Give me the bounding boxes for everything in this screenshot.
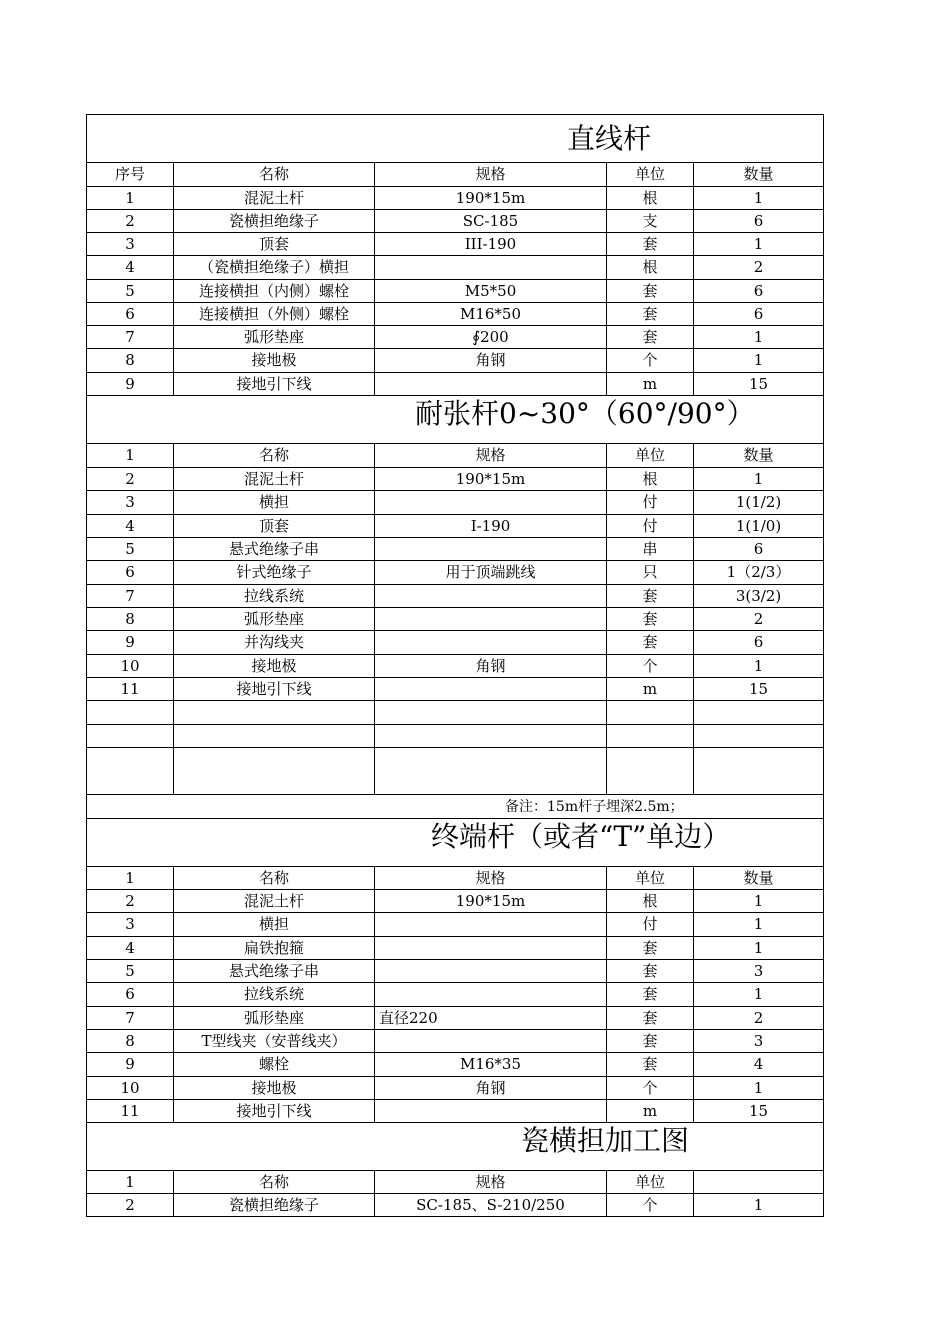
cell: 5 [87,280,174,303]
section-title-row [87,396,824,444]
cell [375,1100,607,1123]
cell: T型线夹（安普线夹） [174,1030,375,1053]
section-title-row [87,819,824,867]
cell: 角钢 [375,1077,607,1100]
header-cell: 1 [87,1171,174,1194]
cell: 15 [694,1100,824,1123]
cell: 4 [694,1053,824,1077]
cell: 悬式绝缘子串 [174,538,375,561]
cell: 11 [87,678,174,701]
cell: 套 [607,326,694,349]
cell: 角钢 [375,349,607,373]
table-row [87,515,824,538]
cell: 6 [87,303,174,326]
note-row [87,795,824,819]
cell: I-190 [375,515,607,538]
cell: 6 [694,631,824,655]
table-row [87,1053,824,1077]
cell: 6 [694,303,824,326]
cell: 10 [87,655,174,678]
header-row [87,163,824,187]
cell: 连接横担（外侧）螺栓 [174,303,375,326]
table-row [87,1077,824,1100]
cell: 1 [694,1194,824,1217]
cell: 4 [87,515,174,538]
section-title: 瓷横担加工图 [87,1123,824,1171]
cell: M16*35 [375,1053,607,1077]
cell: 2 [87,1194,174,1217]
cell: 套 [607,280,694,303]
cell [375,960,607,983]
cell: 1 [694,890,824,913]
cell: 接地引下线 [174,678,375,701]
cell: 并沟线夹 [174,631,375,655]
cell: M5*50 [375,280,607,303]
header-cell: 1 [87,867,174,890]
cell: 1 [694,468,824,491]
cell: 5 [87,960,174,983]
cell [375,585,607,608]
header-cell: 名称 [174,163,375,187]
cell: 2 [694,1007,824,1030]
empty-row [87,748,824,795]
table-row [87,256,824,280]
cell: 7 [87,585,174,608]
cell: 接地极 [174,655,375,678]
header-cell: 规格 [375,163,607,187]
cell: 弧形垫座 [174,326,375,349]
cell: 混泥土杆 [174,468,375,491]
cell: 根 [607,468,694,491]
cell: 瓷横担绝缘子 [174,1194,375,1217]
cell: 1 [87,187,174,210]
cell: 10 [87,1077,174,1100]
cell: 弧形垫座 [174,1007,375,1030]
cell: 混泥土杆 [174,187,375,210]
cell: 190*15m [375,468,607,491]
header-row [87,867,824,890]
cell: 3 [87,233,174,256]
table-row [87,983,824,1007]
cell: 只 [607,561,694,585]
cell: 1 [694,233,824,256]
cell: 横担 [174,913,375,937]
header-cell: 数量 [694,867,824,890]
table-row [87,890,824,913]
table-row [87,1007,824,1030]
note-text: 备注：15m杆子埋深2.5m； [87,795,824,819]
cell: 针式绝缘子 [174,561,375,585]
cell: 3 [87,913,174,937]
cell: 个 [607,1194,694,1217]
cell: 套 [607,608,694,631]
header-cell: 名称 [174,1171,375,1194]
cell: 3 [87,491,174,515]
cell [375,538,607,561]
cell: 套 [607,960,694,983]
table-row [87,491,824,515]
cell: 8 [87,608,174,631]
cell [375,678,607,701]
cell: 15 [694,373,824,396]
table-row [87,538,824,561]
cell: 个 [607,349,694,373]
cell: 1 [694,349,824,373]
cell [375,256,607,280]
table-row [87,326,824,349]
cell: 3 [694,1030,824,1053]
cell: 1 [694,187,824,210]
header-cell: 1 [87,444,174,468]
header-cell: 名称 [174,867,375,890]
header-cell: 数量 [694,444,824,468]
table-row [87,187,824,210]
cell: SC-185 [375,210,607,233]
section-title: 直线杆 [87,115,824,163]
header-cell: 单位 [607,867,694,890]
header-row [87,1171,824,1194]
cell: 2 [87,468,174,491]
cell: 8 [87,349,174,373]
cell: 套 [607,233,694,256]
cell: M16*50 [375,303,607,326]
cell [375,491,607,515]
cell: 套 [607,1030,694,1053]
cell: 8 [87,1030,174,1053]
cell: 付 [607,515,694,538]
cell: 1 [694,326,824,349]
cell: 11 [87,1100,174,1123]
cell: 根 [607,187,694,210]
cell: 套 [607,585,694,608]
cell: 串 [607,538,694,561]
section-title: 终端杆（或者“T”单边） [87,819,824,867]
header-cell: 规格 [375,444,607,468]
cell: m [607,678,694,701]
table-row [87,655,824,678]
cell: 根 [607,256,694,280]
cell: 1(1/2) [694,491,824,515]
cell: 用于顶端跳线 [375,561,607,585]
cell: 螺栓 [174,1053,375,1077]
header-cell: 数量 [694,163,824,187]
cell: m [607,1100,694,1123]
cell: 接地引下线 [174,373,375,396]
cell: 7 [87,1007,174,1030]
header-cell: 单位 [607,163,694,187]
cell: 套 [607,937,694,960]
cell: 4 [87,937,174,960]
cell: 6 [87,983,174,1007]
cell: 1（2/3） [694,561,824,585]
header-row [87,444,824,468]
cell: 190*15m [375,187,607,210]
cell: 7 [87,326,174,349]
cell: 连接横担（内侧）螺栓 [174,280,375,303]
cell: 2 [87,890,174,913]
cell: 6 [694,280,824,303]
cell: 9 [87,1053,174,1077]
cell: 拉线系统 [174,983,375,1007]
cell [375,1030,607,1053]
table-row [87,960,824,983]
section-title: 耐张杆0~30°（60°/90°） [87,396,824,444]
section-title-row [87,115,824,163]
cell: 角钢 [375,655,607,678]
table-row [87,373,824,396]
cell: 支 [607,210,694,233]
cell: 1 [694,1077,824,1100]
table-row [87,280,824,303]
table-row [87,210,824,233]
cell: 接地极 [174,349,375,373]
cell: 顶套 [174,233,375,256]
header-cell: 单位 [607,1171,694,1194]
table-row [87,468,824,491]
cell: 15 [694,678,824,701]
cell: 套 [607,983,694,1007]
cell: 4 [87,256,174,280]
cell [375,983,607,1007]
cell [375,913,607,937]
table-row [87,1194,824,1217]
cell: 个 [607,655,694,678]
header-cell [694,1171,824,1194]
cell: 个 [607,1077,694,1100]
cell: 套 [607,303,694,326]
cell: 1(1/0) [694,515,824,538]
cell: SC-185、S-210/250 [375,1194,607,1217]
cell: 接地极 [174,1077,375,1100]
table-row [87,913,824,937]
cell: 6 [694,210,824,233]
cell: 横担 [174,491,375,515]
cell: 拉线系统 [174,585,375,608]
table-row [87,303,824,326]
header-cell: 规格 [375,1171,607,1194]
cell [375,937,607,960]
cell: 9 [87,373,174,396]
table-row [87,561,824,585]
cell: 根 [607,890,694,913]
table-row [87,233,824,256]
cell: 190*15m [375,890,607,913]
table-row [87,1030,824,1053]
cell: 5 [87,538,174,561]
cell: 2 [87,210,174,233]
cell: 2 [694,256,824,280]
table-row [87,678,824,701]
cell: 1 [694,937,824,960]
cell: （瓷横担绝缘子）横担 [174,256,375,280]
cell: 混泥土杆 [174,890,375,913]
header-cell: 名称 [174,444,375,468]
cell [375,631,607,655]
section-title-row [87,1123,824,1171]
cell: 1 [694,983,824,1007]
table-row [87,1100,824,1123]
cell: 扁铁抱箍 [174,937,375,960]
cell: 套 [607,1053,694,1077]
cell: 6 [694,538,824,561]
cell: III-190 [375,233,607,256]
cell: 套 [607,631,694,655]
cell [375,373,607,396]
cell: 6 [87,561,174,585]
table-row [87,585,824,608]
cell: 3(3/2) [694,585,824,608]
cell: 套 [607,1007,694,1030]
cell: 9 [87,631,174,655]
header-cell: 序号 [87,163,174,187]
cell: 接地引下线 [174,1100,375,1123]
empty-row [87,701,824,725]
cell: 弧形垫座 [174,608,375,631]
cell: 3 [694,960,824,983]
table-row [87,349,824,373]
cell: 付 [607,913,694,937]
table-row [87,631,824,655]
cell: 瓷横担绝缘子 [174,210,375,233]
cell: m [607,373,694,396]
header-cell: 规格 [375,867,607,890]
cell: 顶套 [174,515,375,538]
cell: 悬式绝缘子串 [174,960,375,983]
table-row [87,608,824,631]
table-row [87,937,824,960]
header-cell: 单位 [607,444,694,468]
cell: 直径220 [375,1007,607,1030]
empty-row [87,725,824,748]
cell [375,608,607,631]
cell: 1 [694,655,824,678]
cell: 1 [694,913,824,937]
cell: ∮200 [375,326,607,349]
cell: 2 [694,608,824,631]
cell: 付 [607,491,694,515]
materials-spreadsheet [86,114,824,1217]
